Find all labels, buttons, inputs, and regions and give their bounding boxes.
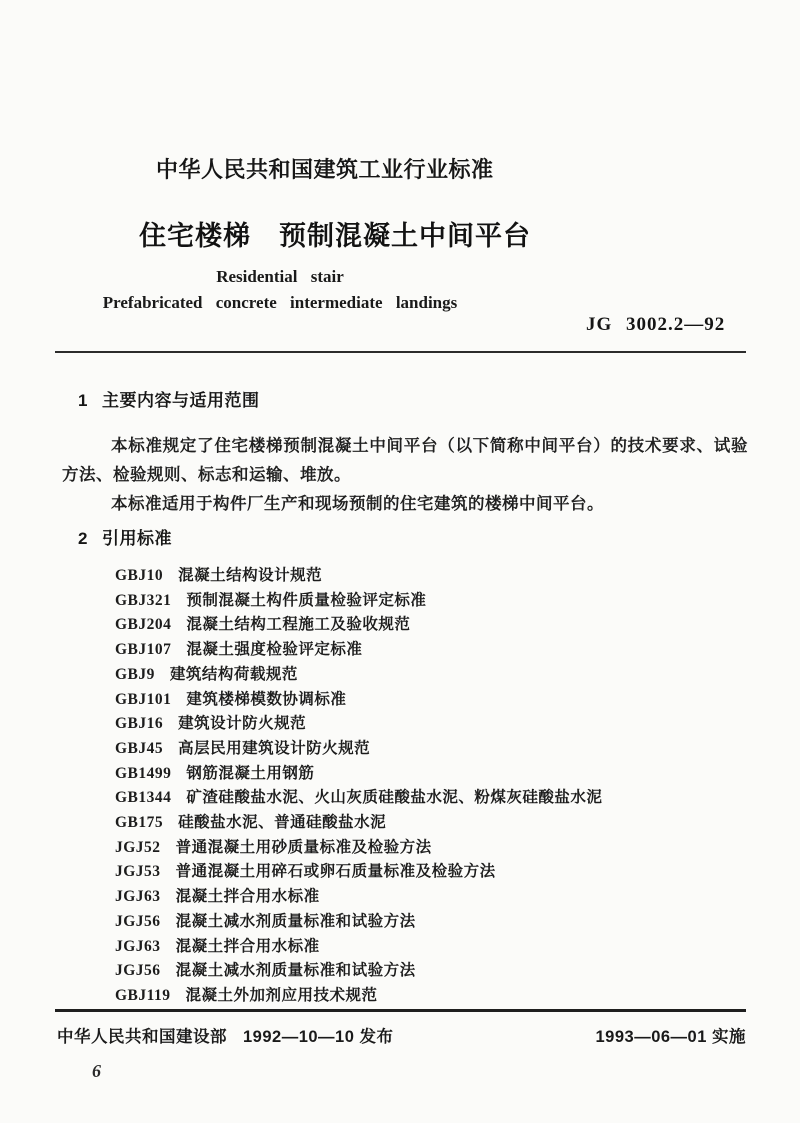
footer-divider	[55, 1009, 746, 1012]
reference-item	[115, 762, 748, 787]
reference-code: GBJ16	[115, 715, 164, 733]
reference-title: 建筑结构荷载规范	[169, 665, 298, 683]
reference-item	[115, 712, 748, 737]
reference-code: GB175	[115, 814, 164, 832]
references-list	[62, 564, 748, 1009]
reference-title: 高层民用建筑设计防火规范	[178, 739, 371, 757]
reference-title: 混凝土拌合用水标准	[175, 888, 320, 906]
reference-code: JGJ63	[115, 937, 161, 955]
section-1-paragraphs	[62, 431, 748, 518]
reference-item	[115, 737, 748, 762]
reference-item	[115, 910, 748, 935]
reference-code: JGJ56	[115, 912, 161, 930]
reference-code: GB1499	[115, 764, 172, 782]
reference-code: JGJ52	[115, 838, 161, 856]
reference-code: JGJ63	[115, 888, 161, 906]
reference-item	[115, 589, 748, 614]
document-body	[62, 391, 748, 1009]
reference-code: GBJ119	[115, 986, 171, 1004]
section-2-title: 引用标准	[101, 529, 172, 548]
reference-code: GBJ204	[115, 616, 172, 634]
reference-title: 矿渣硅酸盐水泥、火山灰质硅酸盐水泥、粉煤灰硅酸盐水泥	[186, 789, 603, 807]
english-title	[0, 264, 560, 316]
reference-title: 混凝土减水剂质量标准和试验方法	[175, 962, 416, 980]
reference-code: JGJ53	[115, 863, 161, 881]
document-title: 住宅楼梯 预制混凝土中间平台	[139, 221, 531, 251]
reference-item	[115, 959, 748, 984]
reference-code: GBJ321	[115, 591, 172, 609]
reference-item	[115, 688, 748, 713]
standard-class-heading: 中华人民共和国建筑工业行业标准	[156, 157, 494, 182]
reference-code: GBJ107	[115, 641, 172, 659]
footer-issue-date: 1992—10—10 发布	[243, 1028, 394, 1046]
reference-title: 混凝土强度检验评定标准	[186, 641, 363, 659]
reference-title: 混凝土减水剂质量标准和试验方法	[175, 912, 416, 930]
english-title-line2: Prefabricated concrete intermediate landings	[102, 293, 458, 312]
reference-code: JGJ56	[115, 962, 161, 980]
reference-item	[115, 935, 748, 960]
page-number: 6	[92, 1061, 101, 1081]
section-1-heading	[62, 391, 748, 410]
footer-effective-date: 1993—06—01 实施	[595, 1028, 746, 1046]
footer-left	[57, 1023, 394, 1047]
reference-title: 普通混凝土用砂质量标准及检验方法	[175, 838, 432, 856]
reference-item	[115, 638, 748, 663]
header-divider	[55, 351, 746, 353]
footer-issuer: 中华人民共和国建设部	[57, 1028, 227, 1046]
paragraph: 本标准规定了住宅楼梯预制混凝土中间平台（以下简称中间平台）的技术要求、试验方法、检验规则、标志和运输、堆放。	[62, 436, 748, 484]
reference-code: GBJ9	[115, 665, 155, 683]
reference-title: 混凝土结构设计规范	[178, 567, 323, 584]
reference-item	[115, 860, 748, 885]
paragraph: 本标准适用于构件厂生产和现场预制的住宅建筑的楼梯中间平台。	[111, 494, 604, 513]
section-2-heading	[62, 529, 748, 548]
reference-title: 建筑设计防火规范	[178, 715, 307, 733]
reference-title: 混凝土外加剂应用技术规范	[185, 986, 378, 1004]
reference-code: GBJ101	[115, 690, 172, 708]
reference-code: GB1344	[115, 789, 172, 807]
reference-title: 钢筋混凝土用钢筋	[186, 764, 315, 782]
reference-title: 预制混凝土构件质量检验评定标准	[186, 591, 427, 609]
reference-item	[115, 613, 748, 638]
reference-item	[115, 811, 748, 836]
reference-item	[115, 836, 748, 861]
reference-item	[115, 984, 748, 1009]
reference-title: 混凝土拌合用水标准	[175, 937, 320, 955]
reference-title: 硅酸盐水泥、普通硅酸盐水泥	[178, 814, 387, 832]
reference-code: GBJ45	[115, 739, 164, 757]
reference-title: 建筑楼梯模数协调标准	[186, 690, 347, 708]
section-1-number: 1	[78, 391, 88, 410]
reference-item	[115, 786, 748, 811]
section-1-title: 主要内容与适用范围	[101, 391, 260, 410]
section-2-number: 2	[78, 529, 88, 548]
english-title-line1: Residential stair	[216, 267, 344, 286]
footer	[57, 1023, 746, 1047]
reference-title: 普通混凝土用碎石或卵石质量标准及检验方法	[175, 863, 496, 881]
reference-item	[115, 564, 748, 589]
standard-code: JG 3002.2—92	[586, 314, 726, 335]
reference-item	[115, 663, 748, 688]
reference-item	[115, 885, 748, 910]
reference-title: 混凝土结构工程施工及验收规范	[186, 616, 411, 634]
reference-code: GBJ10	[115, 567, 164, 584]
